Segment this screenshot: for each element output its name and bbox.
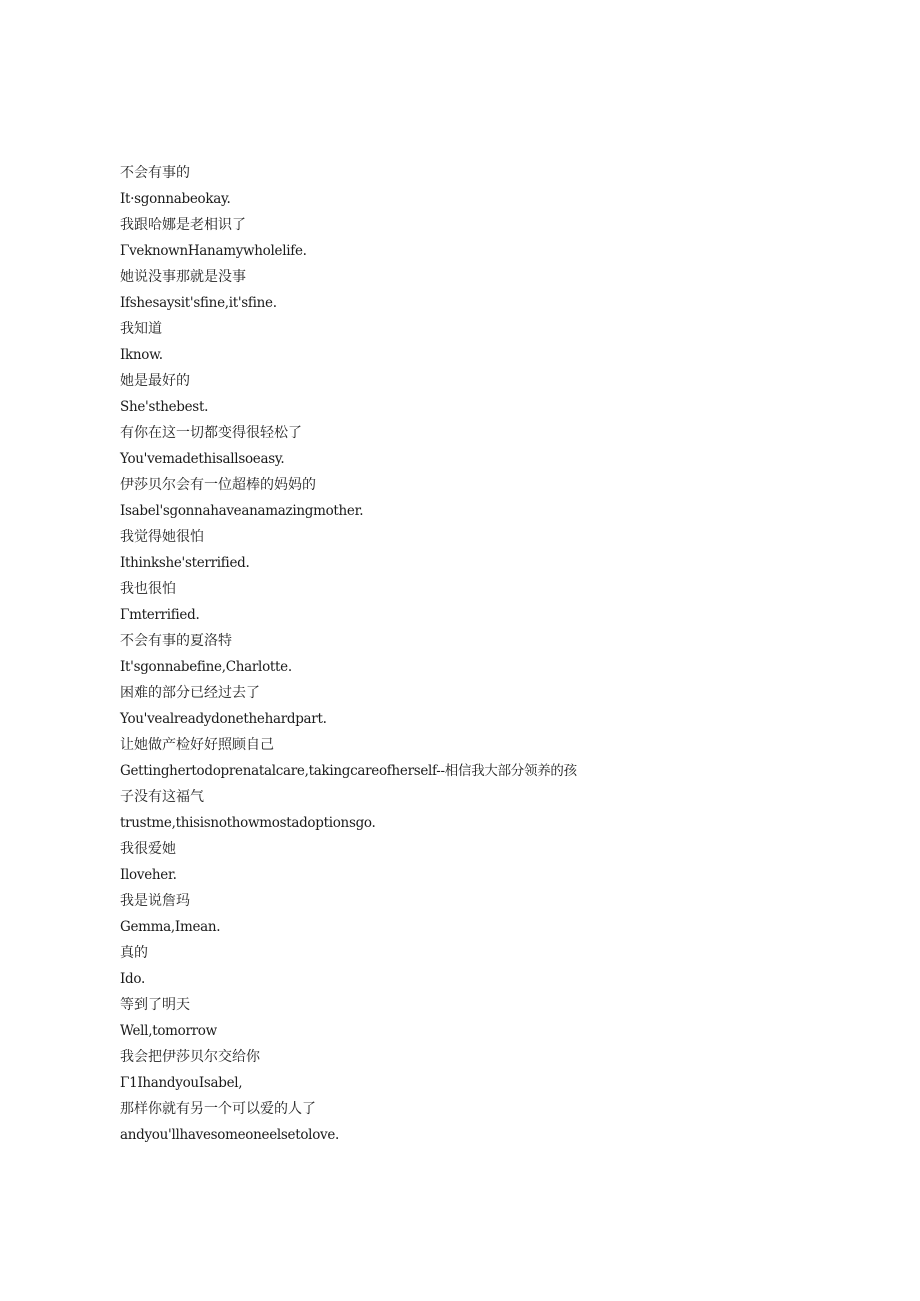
line-en: ΓveknownHanamywholelife. [120, 243, 307, 259]
line-zh: 子没有这福气 [120, 789, 204, 805]
line-en: Ithinkshe'sterrified. [120, 555, 250, 571]
line-zh: 真的 [120, 945, 148, 961]
line-zh: 不会有事的 [120, 165, 190, 181]
line-en: It'sgonnabefine,Charlotte. [120, 659, 292, 675]
line-zh: 不会有事的夏洛特 [120, 633, 232, 649]
line-en: It·sgonnabeokay. [120, 191, 231, 207]
line-zh: 我跟哈娜是老相识了 [120, 217, 246, 233]
line-en: Γmterrified. [120, 607, 200, 623]
line-zh: 她是最好的 [120, 373, 190, 389]
line-zh: 有你在这一切都变得很轻松了 [120, 425, 302, 441]
line-zh: 让她做产检好好照顾自己 [120, 737, 274, 753]
line-zh: 那样你就有另一个可以爱的人了 [120, 1101, 316, 1117]
line-zh: 我也很怕 [120, 581, 176, 597]
line-zh: 她说没事那就是没事 [120, 269, 246, 285]
subtitle-text-block [120, 160, 680, 1148]
line-en: Ido. [120, 971, 145, 987]
line-zh: 我很爱她 [120, 841, 176, 857]
line-en: She'sthebest. [120, 399, 209, 415]
line-zh: 我会把伊莎贝尔交给你 [120, 1049, 260, 1065]
line-zh: 伊莎贝尔会有一位超棒的妈妈的 [120, 477, 316, 493]
line-en: Iknow. [120, 347, 163, 363]
line-zh: 我是说詹玛 [120, 893, 190, 909]
line-en: Well,tomorrow [120, 1023, 217, 1039]
line-zh: 我知道 [120, 321, 162, 337]
line-en: Isabel'sgonnahaveanamazingmother. [120, 503, 364, 519]
line-en: Gemma,Imean. [120, 919, 221, 935]
line-en: Ifshesaysit'sfine,it'sfine. [120, 295, 277, 311]
line-en: You'vemadethisallsoeasy. [120, 451, 285, 467]
line-en: andyou'llhavesomeoneelsetolove. [120, 1127, 340, 1143]
line-en: You'vealreadydonethehardpart. [120, 711, 327, 727]
line-zh: 困难的部分已经过去了 [120, 685, 260, 701]
line-zh: 等到了明天 [120, 997, 190, 1013]
line-en: Iloveher. [120, 867, 177, 883]
line-en: Γ1IhandyouIsabel, [120, 1075, 243, 1091]
line-zh: 我觉得她很怕 [120, 529, 204, 545]
line-mixed: Gettinghertodoprenatalcare,takingcareofherself--相信我大部分领养的孩 [120, 763, 577, 779]
line-en: trustme,thisisnothowmostadoptionsgo. [120, 815, 376, 831]
